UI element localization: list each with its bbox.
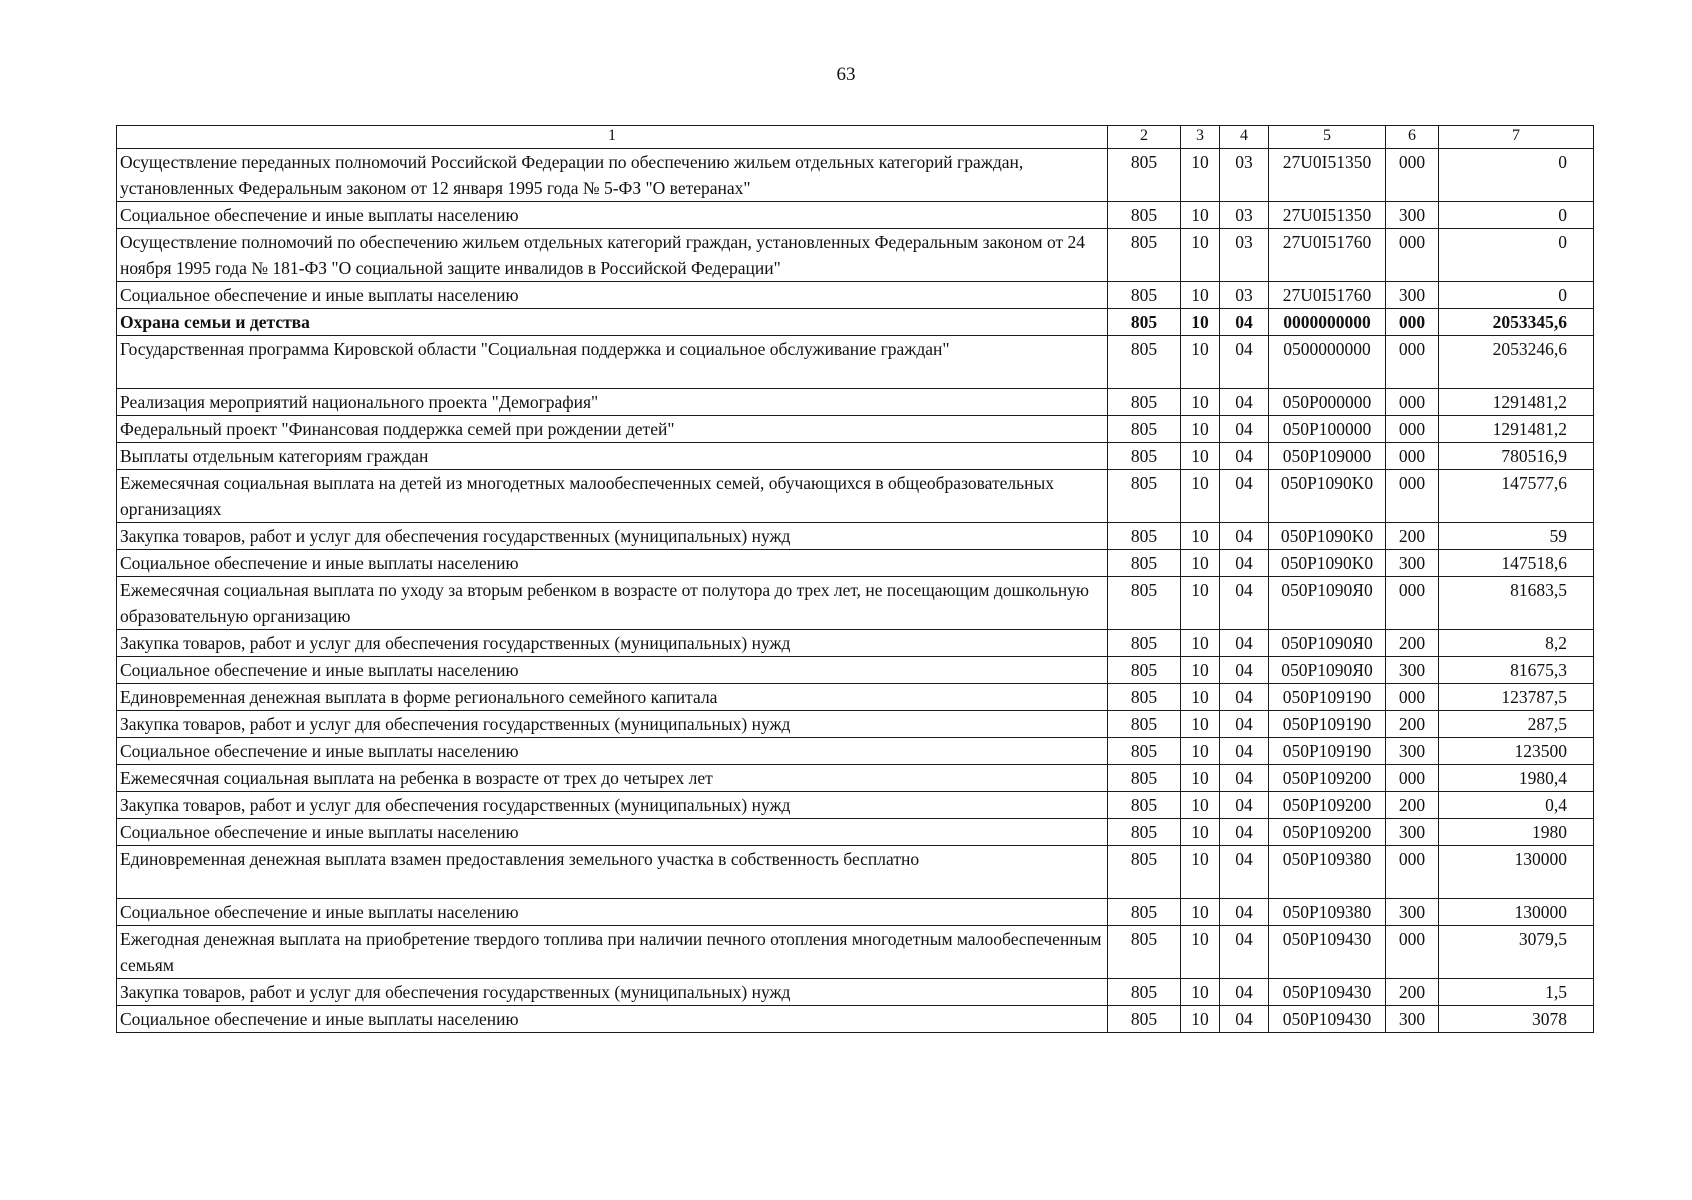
ministry-code-cell: 805	[1108, 282, 1181, 309]
expense-type-cell: 300	[1386, 899, 1439, 926]
ministry-code-cell: 805	[1108, 979, 1181, 1006]
target-article-cell: 050P109200	[1269, 765, 1386, 792]
table-row	[117, 229, 1594, 282]
target-article-cell: 0000000000	[1269, 309, 1386, 336]
amount-cell: 147577,6	[1439, 470, 1594, 523]
section-code-cell: 10	[1181, 926, 1220, 979]
expense-type-cell: 000	[1386, 229, 1439, 282]
amount-cell: 123787,5	[1439, 684, 1594, 711]
ministry-code-cell: 805	[1108, 819, 1181, 846]
amount-cell: 287,5	[1439, 711, 1594, 738]
expense-name-cell: Социальное обеспечение и иные выплаты населению	[117, 657, 1108, 684]
subsection-code-cell: 04	[1220, 577, 1269, 630]
table-row	[117, 149, 1594, 202]
table-row	[117, 443, 1594, 470]
amount-cell: 130000	[1439, 899, 1594, 926]
section-code-cell: 10	[1181, 282, 1220, 309]
expense-name-cell: Ежегодная денежная выплата на приобретение твердого топлива при наличии печного отопления многодетным малообеспеченным семьям	[117, 926, 1108, 979]
expense-name-cell: Социальное обеспечение и иные выплаты населению	[117, 1006, 1108, 1033]
section-code-cell: 10	[1181, 792, 1220, 819]
subsection-code-cell: 04	[1220, 979, 1269, 1006]
ministry-code-cell: 805	[1108, 657, 1181, 684]
target-article-cell: 050P109000	[1269, 443, 1386, 470]
amount-cell: 2053345,6	[1439, 309, 1594, 336]
expense-name-cell: Осуществление полномочий по обеспечению жильем отдельных категорий граждан, установленных Федеральным законом от 24 ноября 1995 года № 181-ФЗ "О социальной защите инвалидов в Российской Федерации"	[117, 229, 1108, 282]
table-row	[117, 738, 1594, 765]
target-article-cell: 050P1090Я0	[1269, 577, 1386, 630]
subsection-code-cell: 03	[1220, 149, 1269, 202]
amount-cell: 123500	[1439, 738, 1594, 765]
target-article-cell: 050P100000	[1269, 416, 1386, 443]
target-article-cell: 050P1090Я0	[1269, 630, 1386, 657]
section-code-cell: 10	[1181, 738, 1220, 765]
column-header: 4	[1220, 126, 1269, 149]
ministry-code-cell: 805	[1108, 765, 1181, 792]
table-row	[117, 523, 1594, 550]
expense-name-cell: Закупка товаров, работ и услуг для обеспечения государственных (муниципальных) нужд	[117, 792, 1108, 819]
section-code-cell: 10	[1181, 819, 1220, 846]
expense-name-cell: Единовременная денежная выплата взамен предоставления земельного участка в собственность бесплатно	[117, 846, 1108, 899]
ministry-code-cell: 805	[1108, 792, 1181, 819]
ministry-code-cell: 805	[1108, 389, 1181, 416]
subsection-code-cell: 04	[1220, 309, 1269, 336]
section-code-cell: 10	[1181, 416, 1220, 443]
target-article-cell: 050P109190	[1269, 684, 1386, 711]
subsection-code-cell: 04	[1220, 523, 1269, 550]
target-article-cell: 050P1090Я0	[1269, 657, 1386, 684]
expense-type-cell: 000	[1386, 846, 1439, 899]
target-article-cell: 050P109200	[1269, 792, 1386, 819]
amount-cell: 81675,3	[1439, 657, 1594, 684]
expense-type-cell: 000	[1386, 416, 1439, 443]
target-article-cell: 050P1090K0	[1269, 523, 1386, 550]
target-article-cell: 27U0I51350	[1269, 202, 1386, 229]
column-header: 2	[1108, 126, 1181, 149]
expense-name-cell: Социальное обеспечение и иные выплаты населению	[117, 282, 1108, 309]
section-code-cell: 10	[1181, 577, 1220, 630]
expense-name-cell: Закупка товаров, работ и услуг для обеспечения государственных (муниципальных) нужд	[117, 523, 1108, 550]
ministry-code-cell: 805	[1108, 738, 1181, 765]
amount-cell: 130000	[1439, 846, 1594, 899]
table-row	[117, 899, 1594, 926]
page-number: 63	[836, 64, 856, 85]
target-article-cell: 050P109380	[1269, 846, 1386, 899]
expense-name-cell: Социальное обеспечение и иные выплаты населению	[117, 202, 1108, 229]
section-code-cell: 10	[1181, 389, 1220, 416]
table-row	[117, 979, 1594, 1006]
ministry-code-cell: 805	[1108, 416, 1181, 443]
ministry-code-cell: 805	[1108, 577, 1181, 630]
target-article-cell: 050P109200	[1269, 819, 1386, 846]
subsection-code-cell: 04	[1220, 416, 1269, 443]
ministry-code-cell: 805	[1108, 550, 1181, 577]
section-code-cell: 10	[1181, 149, 1220, 202]
column-header: 6	[1386, 126, 1439, 149]
amount-cell: 0	[1439, 229, 1594, 282]
amount-cell: 1980	[1439, 819, 1594, 846]
ministry-code-cell: 805	[1108, 899, 1181, 926]
amount-cell: 3079,5	[1439, 926, 1594, 979]
expense-name-cell: Единовременная денежная выплата в форме регионального семейного капитала	[117, 684, 1108, 711]
expense-type-cell: 000	[1386, 443, 1439, 470]
table-row	[117, 630, 1594, 657]
column-header: 5	[1269, 126, 1386, 149]
section-code-cell: 10	[1181, 550, 1220, 577]
table-body	[117, 149, 1594, 1033]
amount-cell: 59	[1439, 523, 1594, 550]
table-row	[117, 336, 1594, 389]
expense-type-cell: 200	[1386, 630, 1439, 657]
target-article-cell: 050P1090K0	[1269, 470, 1386, 523]
target-article-cell: 0500000000	[1269, 336, 1386, 389]
target-article-cell: 050P109190	[1269, 711, 1386, 738]
table-row	[117, 309, 1594, 336]
amount-cell: 780516,9	[1439, 443, 1594, 470]
subsection-code-cell: 04	[1220, 738, 1269, 765]
amount-cell: 0	[1439, 282, 1594, 309]
table-row	[117, 550, 1594, 577]
section-code-cell: 10	[1181, 979, 1220, 1006]
ministry-code-cell: 805	[1108, 149, 1181, 202]
subsection-code-cell: 04	[1220, 792, 1269, 819]
section-code-cell: 10	[1181, 899, 1220, 926]
expense-name-cell: Реализация мероприятий национального проекта "Демография"	[117, 389, 1108, 416]
expense-type-cell: 300	[1386, 819, 1439, 846]
subsection-code-cell: 04	[1220, 684, 1269, 711]
expense-type-cell: 000	[1386, 577, 1439, 630]
expense-type-cell: 000	[1386, 336, 1439, 389]
expense-type-cell: 000	[1386, 470, 1439, 523]
subsection-code-cell: 04	[1220, 470, 1269, 523]
expense-name-cell: Социальное обеспечение и иные выплаты населению	[117, 738, 1108, 765]
expense-type-cell: 300	[1386, 550, 1439, 577]
expense-type-cell: 000	[1386, 149, 1439, 202]
expense-name-cell: Осуществление переданных полномочий Российской Федерации по обеспечению жильем отдельных категорий граждан, установленных Федеральным законом от 12 января 1995 года № 5-ФЗ "О ветеранах"	[117, 149, 1108, 202]
expense-type-cell: 200	[1386, 523, 1439, 550]
section-code-cell: 10	[1181, 523, 1220, 550]
target-article-cell: 27U0I51760	[1269, 229, 1386, 282]
expense-name-cell: Социальное обеспечение и иные выплаты населению	[117, 819, 1108, 846]
subsection-code-cell: 04	[1220, 389, 1269, 416]
table-row	[117, 202, 1594, 229]
subsection-code-cell: 04	[1220, 630, 1269, 657]
section-code-cell: 10	[1181, 684, 1220, 711]
subsection-code-cell: 04	[1220, 765, 1269, 792]
amount-cell: 1291481,2	[1439, 416, 1594, 443]
ministry-code-cell: 805	[1108, 443, 1181, 470]
section-code-cell: 10	[1181, 229, 1220, 282]
table-header-row	[117, 126, 1594, 149]
section-code-cell: 10	[1181, 630, 1220, 657]
ministry-code-cell: 805	[1108, 711, 1181, 738]
table-row	[117, 846, 1594, 899]
section-code-cell: 10	[1181, 1006, 1220, 1033]
ministry-code-cell: 805	[1108, 630, 1181, 657]
section-code-cell: 10	[1181, 202, 1220, 229]
ministry-code-cell: 805	[1108, 926, 1181, 979]
target-article-cell: 050P109430	[1269, 979, 1386, 1006]
subsection-code-cell: 03	[1220, 229, 1269, 282]
expense-name-cell: Ежемесячная социальная выплата по уходу за вторым ребенком в возрасте от полутора до трех лет, не посещающим дошкольную образовательную организацию	[117, 577, 1108, 630]
column-header: 3	[1181, 126, 1220, 149]
target-article-cell: 050P1090K0	[1269, 550, 1386, 577]
section-code-cell: 10	[1181, 470, 1220, 523]
section-code-cell: 10	[1181, 336, 1220, 389]
table-row	[117, 282, 1594, 309]
ministry-code-cell: 805	[1108, 336, 1181, 389]
expense-name-cell: Ежемесячная социальная выплата на детей из многодетных малообеспеченных семей, обучающихся в общеобразовательных организациях	[117, 470, 1108, 523]
expense-name-cell: Социальное обеспечение и иные выплаты населению	[117, 550, 1108, 577]
section-code-cell: 10	[1181, 443, 1220, 470]
ministry-code-cell: 805	[1108, 229, 1181, 282]
section-code-cell: 10	[1181, 309, 1220, 336]
amount-cell: 0,4	[1439, 792, 1594, 819]
column-header: 7	[1439, 126, 1594, 149]
target-article-cell: 050P109380	[1269, 899, 1386, 926]
amount-cell: 0	[1439, 202, 1594, 229]
expense-type-cell: 300	[1386, 202, 1439, 229]
target-article-cell: 050P109430	[1269, 926, 1386, 979]
expense-type-cell: 200	[1386, 711, 1439, 738]
table-row	[117, 577, 1594, 630]
subsection-code-cell: 03	[1220, 282, 1269, 309]
table-row	[117, 926, 1594, 979]
subsection-code-cell: 04	[1220, 819, 1269, 846]
ministry-code-cell: 805	[1108, 684, 1181, 711]
expense-type-cell: 200	[1386, 979, 1439, 1006]
table-row	[117, 657, 1594, 684]
table-row	[117, 1006, 1594, 1033]
expense-type-cell: 300	[1386, 1006, 1439, 1033]
section-code-cell: 10	[1181, 657, 1220, 684]
amount-cell: 147518,6	[1439, 550, 1594, 577]
section-code-cell: 10	[1181, 846, 1220, 899]
amount-cell: 8,2	[1439, 630, 1594, 657]
expense-name-cell: Социальное обеспечение и иные выплаты населению	[117, 899, 1108, 926]
subsection-code-cell: 03	[1220, 202, 1269, 229]
table-row	[117, 416, 1594, 443]
subsection-code-cell: 04	[1220, 899, 1269, 926]
amount-cell: 1980,4	[1439, 765, 1594, 792]
subsection-code-cell: 04	[1220, 926, 1269, 979]
column-header: 1	[117, 126, 1108, 149]
expense-type-cell: 000	[1386, 926, 1439, 979]
amount-cell: 2053246,6	[1439, 336, 1594, 389]
amount-cell: 81683,5	[1439, 577, 1594, 630]
amount-cell: 1291481,2	[1439, 389, 1594, 416]
expense-name-cell: Федеральный проект "Финансовая поддержка семей при рождении детей"	[117, 416, 1108, 443]
ministry-code-cell: 805	[1108, 1006, 1181, 1033]
section-code-cell: 10	[1181, 765, 1220, 792]
target-article-cell: 27U0I51350	[1269, 149, 1386, 202]
target-article-cell: 050P109430	[1269, 1006, 1386, 1033]
expense-type-cell: 300	[1386, 282, 1439, 309]
table-row	[117, 470, 1594, 523]
ministry-code-cell: 805	[1108, 523, 1181, 550]
amount-cell: 1,5	[1439, 979, 1594, 1006]
expense-name-cell: Ежемесячная социальная выплата на ребенка в возрасте от трех до четырех лет	[117, 765, 1108, 792]
expense-type-cell: 300	[1386, 657, 1439, 684]
expense-name-cell: Закупка товаров, работ и услуг для обеспечения государственных (муниципальных) нужд	[117, 979, 1108, 1006]
expense-name-cell: Выплаты отдельным категориям граждан	[117, 443, 1108, 470]
table-row	[117, 389, 1594, 416]
target-article-cell: 050P000000	[1269, 389, 1386, 416]
subsection-code-cell: 04	[1220, 443, 1269, 470]
expense-name-cell: Охрана семьи и детства	[117, 309, 1108, 336]
subsection-code-cell: 04	[1220, 550, 1269, 577]
expense-type-cell: 300	[1386, 738, 1439, 765]
budget-table	[116, 125, 1594, 1033]
expense-type-cell: 000	[1386, 389, 1439, 416]
subsection-code-cell: 04	[1220, 336, 1269, 389]
ministry-code-cell: 805	[1108, 202, 1181, 229]
table-row	[117, 792, 1594, 819]
section-code-cell: 10	[1181, 711, 1220, 738]
table-row	[117, 819, 1594, 846]
ministry-code-cell: 805	[1108, 846, 1181, 899]
target-article-cell: 27U0I51760	[1269, 282, 1386, 309]
amount-cell: 3078	[1439, 1006, 1594, 1033]
expense-type-cell: 000	[1386, 309, 1439, 336]
table-row	[117, 684, 1594, 711]
subsection-code-cell: 04	[1220, 711, 1269, 738]
expense-type-cell: 000	[1386, 684, 1439, 711]
subsection-code-cell: 04	[1220, 657, 1269, 684]
expense-name-cell: Закупка товаров, работ и услуг для обеспечения государственных (муниципальных) нужд	[117, 711, 1108, 738]
table-row	[117, 711, 1594, 738]
expense-type-cell: 200	[1386, 792, 1439, 819]
ministry-code-cell: 805	[1108, 309, 1181, 336]
subsection-code-cell: 04	[1220, 1006, 1269, 1033]
table-row	[117, 765, 1594, 792]
amount-cell: 0	[1439, 149, 1594, 202]
target-article-cell: 050P109190	[1269, 738, 1386, 765]
expense-type-cell: 000	[1386, 765, 1439, 792]
expense-name-cell: Закупка товаров, работ и услуг для обеспечения государственных (муниципальных) нужд	[117, 630, 1108, 657]
ministry-code-cell: 805	[1108, 470, 1181, 523]
expense-name-cell: Государственная программа Кировской области "Социальная поддержка и социальное обслуживание граждан"	[117, 336, 1108, 389]
subsection-code-cell: 04	[1220, 846, 1269, 899]
